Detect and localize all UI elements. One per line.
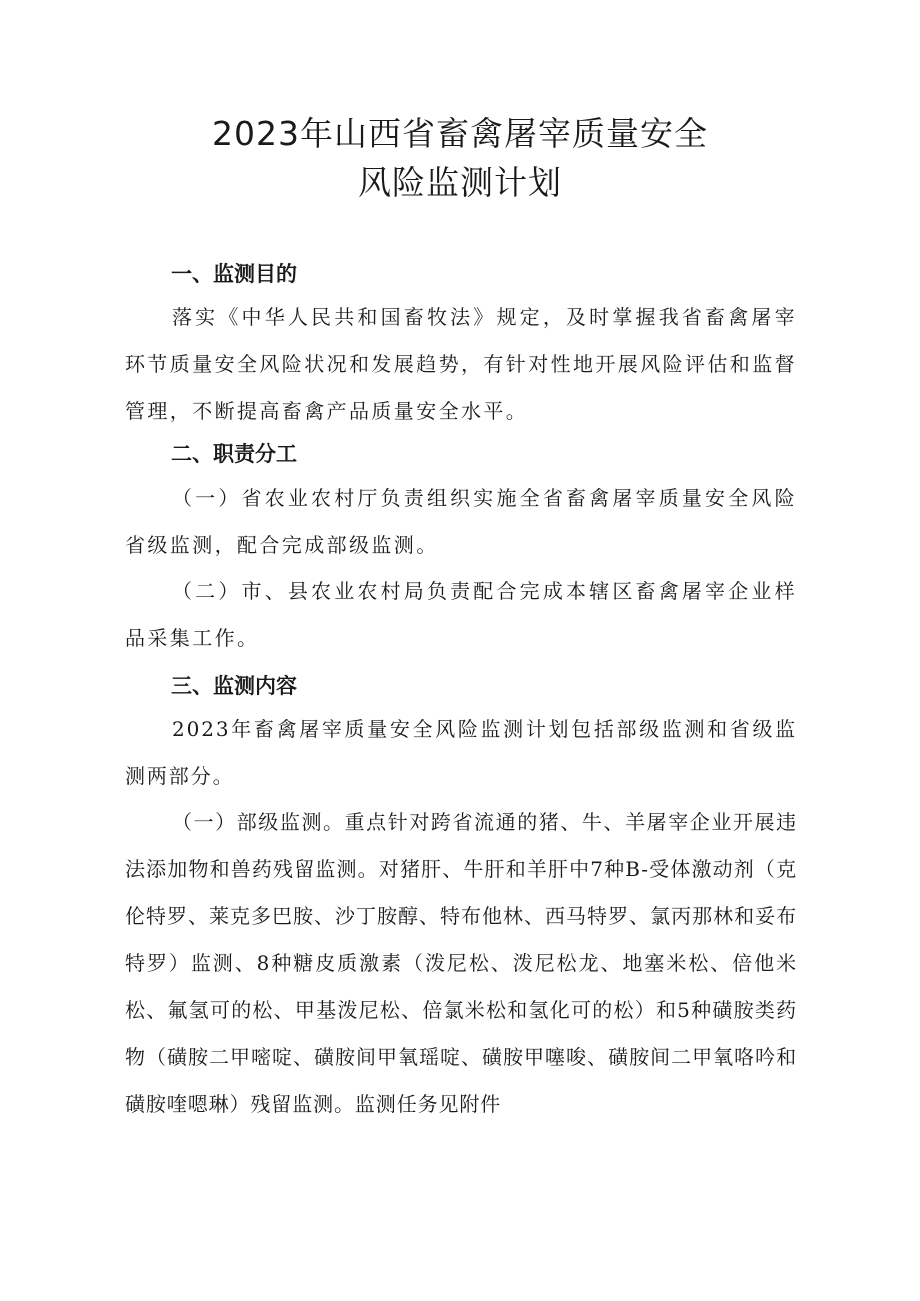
section-heading-purpose: 一、监测目的 [171, 262, 297, 286]
paragraph-provincial-duty: （一）省农业农村厅负责组织实施全省畜禽屠宰质量安全风险省级监测，配合完成部级监测。 [125, 486, 797, 557]
paragraph-purpose: 落实《中华人民共和国畜牧法》规定，及时掌握我省畜禽屠宰环节质量安全风险状况和发展趋势，有针对性地开展风险评估和监督管理，不断提高畜禽产品质量安全水平。 [125, 305, 797, 423]
paragraph-ministry-monitoring: （一）部级监测。重点针对跨省流通的猪、牛、羊屠宰企业开展违法添加物和兽药残留监测。对猪肝、牛肝和羊肝中7种B-受体激动剂（克伦特罗、莱克多巴胺、沙丁胺醇、特布他林、西马特罗、氯丙那林和妥布特罗）监测、8种糖皮质激素（泼尼松、泼尼松龙、地塞米松、倍他米松、氟氢可的松、甲基泼尼松、倍氯米松和氢化可的松）和5种磺胺类药物（磺胺二甲嘧啶、磺胺间甲氧瑶啶、磺胺甲噻唆、磺胺间二甲氧咯吟和磺胺喹嗯琳）残留监测。监测任务见附件 [125, 810, 797, 1116]
paragraph-city-county-duty: （二）市、县农业农村局负责配合完成本辖区畜禽屠宰企业样品采集工作。 [125, 579, 797, 650]
document-title-line-2: 风险监测计划 [358, 163, 562, 202]
paragraph-content-overview: 2023年畜禽屠宰质量安全风险监测计划包括部级监测和省级监测两部分。 [125, 717, 797, 788]
document-title-line-1: 2023年山西省畜禽屠宰质量安全 [212, 114, 708, 153]
section-heading-content: 三、监测内容 [171, 674, 297, 698]
section-heading-responsibilities: 二、职责分工 [171, 442, 297, 466]
